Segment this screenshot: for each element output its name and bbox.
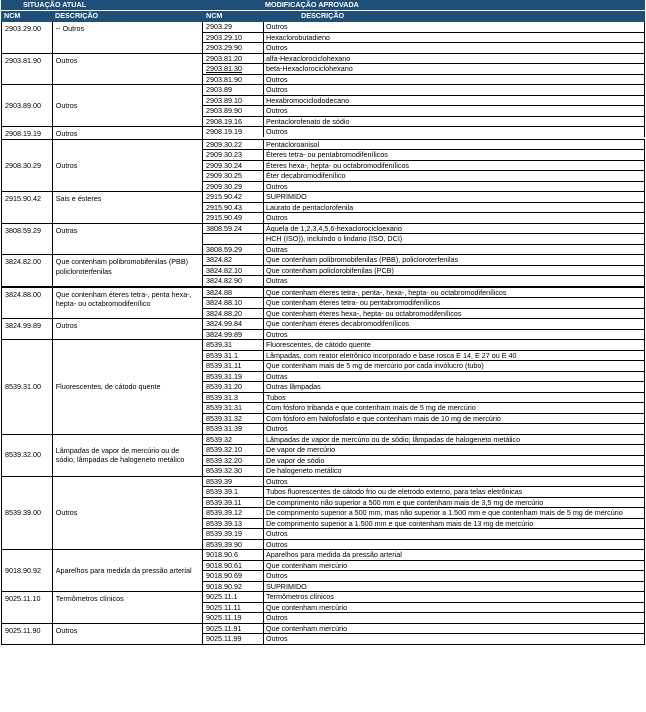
current-situation-cell — [1, 550, 203, 591]
approved-ncm-code: 2903.81.20 — [203, 54, 264, 64]
approved-modification-rows — [203, 624, 645, 644]
current-situation-cell — [1, 54, 203, 85]
current-ncm-code: 8539.39.00 — [1, 477, 53, 550]
approved-ncm-code: 2903.29 — [203, 22, 264, 32]
table-row — [203, 203, 645, 214]
current-situation-cell — [1, 255, 203, 286]
table-row — [203, 435, 645, 446]
table-row — [203, 550, 645, 561]
approved-modification-rows — [203, 592, 645, 623]
approved-modification-rows — [203, 22, 645, 53]
approved-ncm-code: 2908.19.19 — [203, 127, 264, 137]
approved-ncm-description: De comprimento superior a 1.500 mm e que contenham mais de 13 mg de mercúrio — [264, 519, 645, 529]
approved-modification-rows — [203, 340, 645, 434]
approved-ncm-code: 2915.90.49 — [203, 213, 264, 223]
approved-ncm-description: Tubos — [264, 393, 645, 403]
table-group — [1, 340, 645, 435]
approved-ncm-description: HCH (ISO)), incluindo o lindano (ISO, DCI) — [264, 234, 645, 244]
header-descricao-left: DESCRIÇÃO — [55, 11, 99, 20]
approved-ncm-code: 8539.31.32 — [203, 414, 264, 424]
table-row — [203, 508, 645, 519]
header-ncm-left: NCM — [4, 11, 21, 20]
approved-ncm-description: Pentacloroanisol — [264, 140, 645, 150]
table-row — [203, 276, 645, 286]
current-ncm-code: 2908.19.19 — [1, 127, 53, 139]
current-situation-cell — [1, 224, 203, 255]
approved-ncm-code: 8539.32.20 — [203, 456, 264, 466]
approved-ncm-code: 8539.31.31 — [203, 403, 264, 413]
approved-ncm-code: 9025.11.91 — [203, 624, 264, 634]
approved-ncm-description: Outros — [264, 106, 645, 116]
approved-ncm-code: 9025.11.19 — [203, 613, 264, 623]
table-row — [203, 351, 645, 362]
approved-ncm-code: 9018.90.92 — [203, 582, 264, 592]
approved-ncm-code: 9018.90.69 — [203, 571, 264, 581]
approved-ncm-code: 8539.31.3 — [203, 393, 264, 403]
approved-ncm-code: 9018.90.61 — [203, 561, 264, 571]
approved-ncm-description: Outros — [264, 75, 645, 85]
current-ncm-description: Lâmpadas de vapor de mercúrio ou de sódio; lâmpadas de halogeneto metálico — [55, 445, 185, 464]
approved-ncm-code: 2909.30.24 — [203, 161, 264, 171]
approved-ncm-code: 2903.89.10 — [203, 96, 264, 106]
approved-modification-rows — [203, 255, 645, 286]
current-ncm-code: 2915.90.42 — [1, 192, 53, 223]
approved-ncm-code: 2909.30.25 — [203, 171, 264, 181]
current-situation-cell — [1, 319, 203, 339]
table-row — [203, 117, 645, 127]
table-group — [1, 22, 645, 54]
approved-ncm-description: Outros — [264, 571, 645, 581]
table-row — [203, 319, 645, 330]
current-ncm-description: Outras — [55, 225, 78, 235]
current-ncm-code: 9018.90.92 — [1, 550, 53, 591]
header-descricao-right: DESCRIÇÃO — [301, 11, 345, 20]
approved-ncm-description: Que contenham éteres decabromodifenílicos — [264, 319, 645, 329]
approved-modification-rows — [203, 140, 645, 192]
approved-ncm-code: 8539.39.90 — [203, 540, 264, 550]
table-row — [203, 85, 645, 96]
current-ncm-code: 3808.59.29 — [1, 224, 53, 255]
table-row — [203, 213, 645, 223]
current-ncm-code: 3824.88.00 — [1, 288, 53, 319]
approved-ncm-code: 3808.59.29 — [203, 245, 264, 255]
approved-ncm-code: 2915.90.42 — [203, 192, 264, 202]
approved-ncm-code: 9025.11.1 — [203, 592, 264, 602]
approved-modification-rows — [203, 319, 645, 339]
table-row — [203, 245, 645, 255]
current-ncm-code: 8539.32.00 — [1, 435, 53, 476]
table-group — [1, 192, 645, 224]
table-row — [203, 224, 645, 235]
table-row — [203, 298, 645, 309]
table-group — [1, 435, 645, 477]
approved-modification-rows — [203, 550, 645, 591]
table-row — [203, 288, 645, 299]
approved-ncm-description: Que contenham polibromobifenilas (PBB), policloroterfenilas — [264, 255, 645, 265]
table-row — [203, 382, 645, 393]
header-modificacao-aprovada: MODIFICAÇÃO APROVADA — [265, 0, 359, 9]
approved-ncm-description: Laurato de pentaclorofenila — [264, 203, 645, 213]
table-row — [203, 140, 645, 151]
table-group — [1, 477, 645, 551]
table-group — [1, 127, 645, 140]
approved-ncm-description: Outros — [264, 213, 645, 223]
approved-ncm-description: Tubos fluorescentes de cátodo frio ou de eletrodo externo, para telas eletrônicas — [264, 487, 645, 497]
approved-ncm-description: De comprimento superior a 500 mm, mas não superior a 1.500 mm e que contenham mais de 5 mg de mercúrio — [264, 508, 645, 518]
approved-ncm-code: 3824.82 — [203, 255, 264, 265]
table-group — [1, 550, 645, 592]
table-row — [203, 96, 645, 107]
table-group — [1, 255, 645, 288]
table-body — [1, 22, 645, 645]
approved-ncm-code: 8539.39.13 — [203, 519, 264, 529]
table-group — [1, 592, 645, 624]
approved-ncm-code: 8539.32.30 — [203, 466, 264, 476]
table-row — [203, 43, 645, 53]
approved-ncm-description: Que contenham mercúrio — [264, 603, 645, 613]
current-ncm-description: Que contenham éteres tetra-, penta hexa-, hepta- ou octabromodifenílico — [55, 289, 192, 308]
header-situacao-atual: SITUAÇÃO ATUAL — [23, 0, 87, 9]
table-row — [203, 477, 645, 488]
approved-ncm-description: Éteres hexa-, hepta- ou octabromodifenílicos — [264, 161, 645, 171]
approved-ncm-description: Que contenham éteres hexa-, hepta- ou octabromodifenílicos — [264, 309, 645, 319]
approved-ncm-description: Pentaclorofenato de sódio — [264, 117, 645, 127]
current-situation-cell — [1, 22, 203, 53]
approved-ncm-description: De vapor de sódio — [264, 456, 645, 466]
current-situation-cell — [1, 592, 203, 623]
approved-ncm-code: 3824.82.90 — [203, 276, 264, 286]
approved-ncm-description: Outros — [264, 477, 645, 487]
approved-ncm-description: Que contenham éteres tetra- ou pentabromodifenílicos — [264, 298, 645, 308]
current-ncm-description: Outros — [55, 508, 78, 517]
approved-ncm-description: Que contenham mais de 5 mg de mercúrio por cada invólucro (tubo) — [264, 361, 645, 371]
approved-ncm-description: SUPRIMIDO — [264, 582, 645, 592]
approved-ncm-description: Outras — [264, 276, 645, 286]
table-row — [203, 403, 645, 414]
approved-ncm-description: Que contenham mercúrio — [264, 624, 645, 634]
approved-ncm-code: 3824.88.10 — [203, 298, 264, 308]
approved-ncm-code: 8539.31 — [203, 340, 264, 350]
approved-ncm-description: Éteres tetra- ou pentabromodifenílicos — [264, 150, 645, 160]
approved-ncm-description: Outras — [264, 245, 645, 255]
approved-modification-rows — [203, 435, 645, 476]
table-row — [203, 498, 645, 509]
approved-modification-rows — [203, 85, 645, 126]
table-row — [203, 361, 645, 372]
table-row — [203, 127, 645, 137]
current-ncm-description: Outros — [55, 160, 78, 170]
approved-ncm-description: Outros — [264, 613, 645, 623]
current-ncm-description: Outros — [55, 321, 78, 330]
approved-modification-rows — [203, 192, 645, 223]
approved-ncm-description: Fluorescentes, de cátodo quente — [264, 340, 645, 350]
table-row — [203, 582, 645, 592]
current-situation-cell — [1, 477, 203, 550]
approved-ncm-code: 8539.31.39 — [203, 424, 264, 434]
approved-ncm-code: 8539.39.1 — [203, 487, 264, 497]
table-row — [203, 64, 645, 75]
approved-ncm-description: Que contenham éteres tetra-, penta-, hexa-, hepta- ou octabromodifenílicos — [264, 288, 645, 298]
approved-modification-rows — [203, 477, 645, 550]
table-header-sections — [1, 0, 645, 10]
current-situation-cell — [1, 340, 203, 434]
current-ncm-description: Outros — [55, 55, 78, 65]
approved-ncm-description: Àquela de 1,2,3,4,5,6-hexaclorocicloexano — [264, 224, 645, 234]
approved-ncm-code: 8539.39.11 — [203, 498, 264, 508]
current-ncm-code: 2903.89.00 — [1, 85, 53, 126]
approved-ncm-code: 2903.29.90 — [203, 43, 264, 53]
approved-ncm-code: 2903.81.30 — [203, 64, 264, 74]
approved-ncm-code: 3808.59.24 — [203, 224, 264, 234]
table-row — [203, 150, 645, 161]
approved-ncm-description: Outros — [264, 182, 645, 192]
current-situation-cell — [1, 435, 203, 476]
current-situation-cell — [1, 192, 203, 223]
approved-ncm-description: Outros — [264, 127, 645, 137]
approved-ncm-description: alfa-Hexaclorociclohexano — [264, 54, 645, 64]
approved-ncm-code: 8539.31.11 — [203, 361, 264, 371]
approved-ncm-code: 2909.30.22 — [203, 140, 264, 150]
approved-ncm-code: 8539.39.12 — [203, 508, 264, 518]
approved-ncm-description: Com fósforo em halofosfato e que contenham mais de 10 mg de mercúrio — [264, 414, 645, 424]
table-row — [203, 309, 645, 319]
approved-ncm-description: Lâmpadas de vapor de mercúrio ou de sódio; lâmpadas de halogeneto metálico — [264, 435, 645, 445]
table-row — [203, 487, 645, 498]
ncm-comparison-table — [1, 0, 645, 645]
table-row — [203, 106, 645, 117]
current-ncm-description: Termômetros clínicos — [55, 594, 124, 603]
approved-ncm-code: 2908.19.16 — [203, 117, 264, 127]
approved-ncm-description: Hexabromociclododecano — [264, 96, 645, 106]
approved-modification-rows — [203, 54, 645, 85]
approved-ncm-code: 2903.29.10 — [203, 33, 264, 43]
current-ncm-description: -- Outros — [55, 24, 85, 33]
approved-ncm-description: Outros — [264, 529, 645, 539]
approved-ncm-description: Éter decabromodifenílico — [264, 171, 645, 181]
table-row — [203, 393, 645, 404]
approved-ncm-description: Outras lâmpadas — [264, 382, 645, 392]
current-situation-cell — [1, 624, 203, 644]
approved-ncm-code: 3824.99.89 — [203, 330, 264, 340]
approved-ncm-code: 8539.32.10 — [203, 445, 264, 455]
table-row — [203, 592, 645, 603]
approved-ncm-code: 2903.89 — [203, 85, 264, 95]
table-row — [203, 613, 645, 623]
approved-ncm-description: Outros — [264, 22, 645, 32]
approved-ncm-code: 9025.11.99 — [203, 634, 264, 644]
approved-modification-rows — [203, 224, 645, 255]
approved-ncm-description: Lâmpadas, com reator eletrônico incorporado e base rosca E 14, E 27 ou E 40 — [264, 351, 645, 361]
current-ncm-description: Fluorescentes, de cátodo quente — [55, 382, 161, 391]
table-row — [203, 624, 645, 635]
approved-ncm-description: Que contenham mercúrio — [264, 561, 645, 571]
approved-modification-rows — [203, 127, 645, 139]
table-group — [1, 624, 645, 645]
table-row — [203, 22, 645, 33]
table-row — [203, 519, 645, 530]
table-row — [203, 372, 645, 383]
table-row — [203, 266, 645, 277]
approved-ncm-code: 8539.31.1 — [203, 351, 264, 361]
approved-ncm-code: 2903.81.90 — [203, 75, 264, 85]
approved-ncm-description: Que contenham policlorobifenilas (PCB) — [264, 266, 645, 276]
table-row — [203, 161, 645, 172]
approved-ncm-code: 2909.30.29 — [203, 182, 264, 192]
approved-ncm-description: Outros — [264, 634, 645, 644]
table-row — [203, 75, 645, 85]
table-row — [203, 340, 645, 351]
current-ncm-code: 2908.30.29 — [1, 140, 53, 192]
approved-ncm-code: 3824.82.10 — [203, 266, 264, 276]
current-ncm-code: 3824.99.89 — [1, 319, 53, 339]
approved-ncm-description: SUPRIMIDO — [264, 192, 645, 202]
current-ncm-code: 2903.29.00 — [1, 22, 53, 53]
table-row — [203, 634, 645, 644]
table-row — [203, 182, 645, 192]
current-ncm-description: Outros — [55, 129, 78, 138]
table-row — [203, 54, 645, 65]
approved-ncm-description: De halogeneto metálico — [264, 466, 645, 476]
table-group — [1, 85, 645, 127]
current-situation-cell — [1, 85, 203, 126]
table-row — [203, 414, 645, 425]
approved-ncm-code: 8539.31.20 — [203, 382, 264, 392]
approved-ncm-code: 8539.32 — [203, 435, 264, 445]
approved-ncm-code: 3824.88.20 — [203, 309, 264, 319]
approved-ncm-description: Outros — [264, 330, 645, 340]
approved-ncm-description: Outros — [264, 43, 645, 53]
table-group — [1, 224, 645, 256]
table-row — [203, 571, 645, 582]
current-ncm-description: Sais e ésteres — [55, 194, 102, 203]
approved-ncm-description: Outros — [264, 424, 645, 434]
current-ncm-code: 2903.81.90 — [1, 54, 53, 85]
approved-ncm-description: Termômetros clínicos — [264, 592, 645, 602]
table-row — [203, 192, 645, 203]
current-ncm-code: 8539.31.00 — [1, 340, 53, 434]
current-ncm-code: 9025.11.90 — [1, 624, 53, 644]
approved-ncm-code: 2903.89.90 — [203, 106, 264, 116]
table-row — [203, 466, 645, 476]
approved-ncm-description: Outras — [264, 372, 645, 382]
current-ncm-description: Que contenham polibromobifenilas (PBB) policloroterfenilas — [55, 257, 189, 276]
current-ncm-description: Aparelhos para medida da pressão arterial — [55, 565, 192, 575]
approved-ncm-code: 8539.31.19 — [203, 372, 264, 382]
table-row — [203, 603, 645, 614]
table-row — [203, 424, 645, 434]
approved-ncm-code: 8539.39.19 — [203, 529, 264, 539]
table-row — [203, 445, 645, 456]
current-ncm-code: 9025.11.10 — [1, 592, 53, 623]
current-ncm-description: Outros — [55, 100, 78, 110]
approved-ncm-code: 9025.11.11 — [203, 603, 264, 613]
table-row — [203, 540, 645, 550]
table-row — [203, 234, 645, 245]
table-row — [203, 529, 645, 540]
table-row — [203, 456, 645, 467]
table-group — [1, 319, 645, 340]
approved-ncm-description: De comprimento não superior a 500 mm e que contenham mais de 3,5 mg de mercúrio — [264, 498, 645, 508]
approved-ncm-code: 8539.39 — [203, 477, 264, 487]
approved-ncm-code — [203, 234, 264, 244]
approved-ncm-code: 2909.30.23 — [203, 150, 264, 160]
table-row — [203, 561, 645, 572]
current-ncm-description: Outros — [55, 625, 78, 635]
table-row — [203, 33, 645, 44]
approved-ncm-description: Aparelhos para medida da pressão arterial — [264, 550, 645, 560]
table-row — [203, 330, 645, 340]
approved-ncm-code: 3824.88 — [203, 288, 264, 298]
current-situation-cell — [1, 140, 203, 192]
approved-ncm-code: 9018.90.6 — [203, 550, 264, 560]
approved-ncm-description: Outros — [264, 540, 645, 550]
approved-ncm-description: beta-Hexaclorociclohexano — [264, 64, 645, 74]
approved-ncm-description: Outros — [264, 85, 645, 95]
approved-ncm-description: Hexaclorobutadieno — [264, 33, 645, 43]
approved-modification-rows — [203, 288, 645, 319]
current-ncm-code: 3824.82.00 — [1, 255, 53, 286]
current-situation-cell — [1, 288, 203, 319]
header-ncm-right: NCM — [206, 11, 223, 20]
approved-ncm-description: De vapor de mercúrio — [264, 445, 645, 455]
table-row — [203, 171, 645, 182]
approved-ncm-code: 3824.99.84 — [203, 319, 264, 329]
approved-ncm-code: 2915.90.43 — [203, 203, 264, 213]
approved-ncm-description: Com fósforo tribanda e que contenham mais de 5 mg de mercúrio — [264, 403, 645, 413]
table-group — [1, 140, 645, 193]
table-group — [1, 288, 645, 320]
table-row — [203, 255, 645, 266]
table-header-columns — [1, 10, 645, 22]
table-group — [1, 54, 645, 86]
current-situation-cell — [1, 127, 203, 139]
